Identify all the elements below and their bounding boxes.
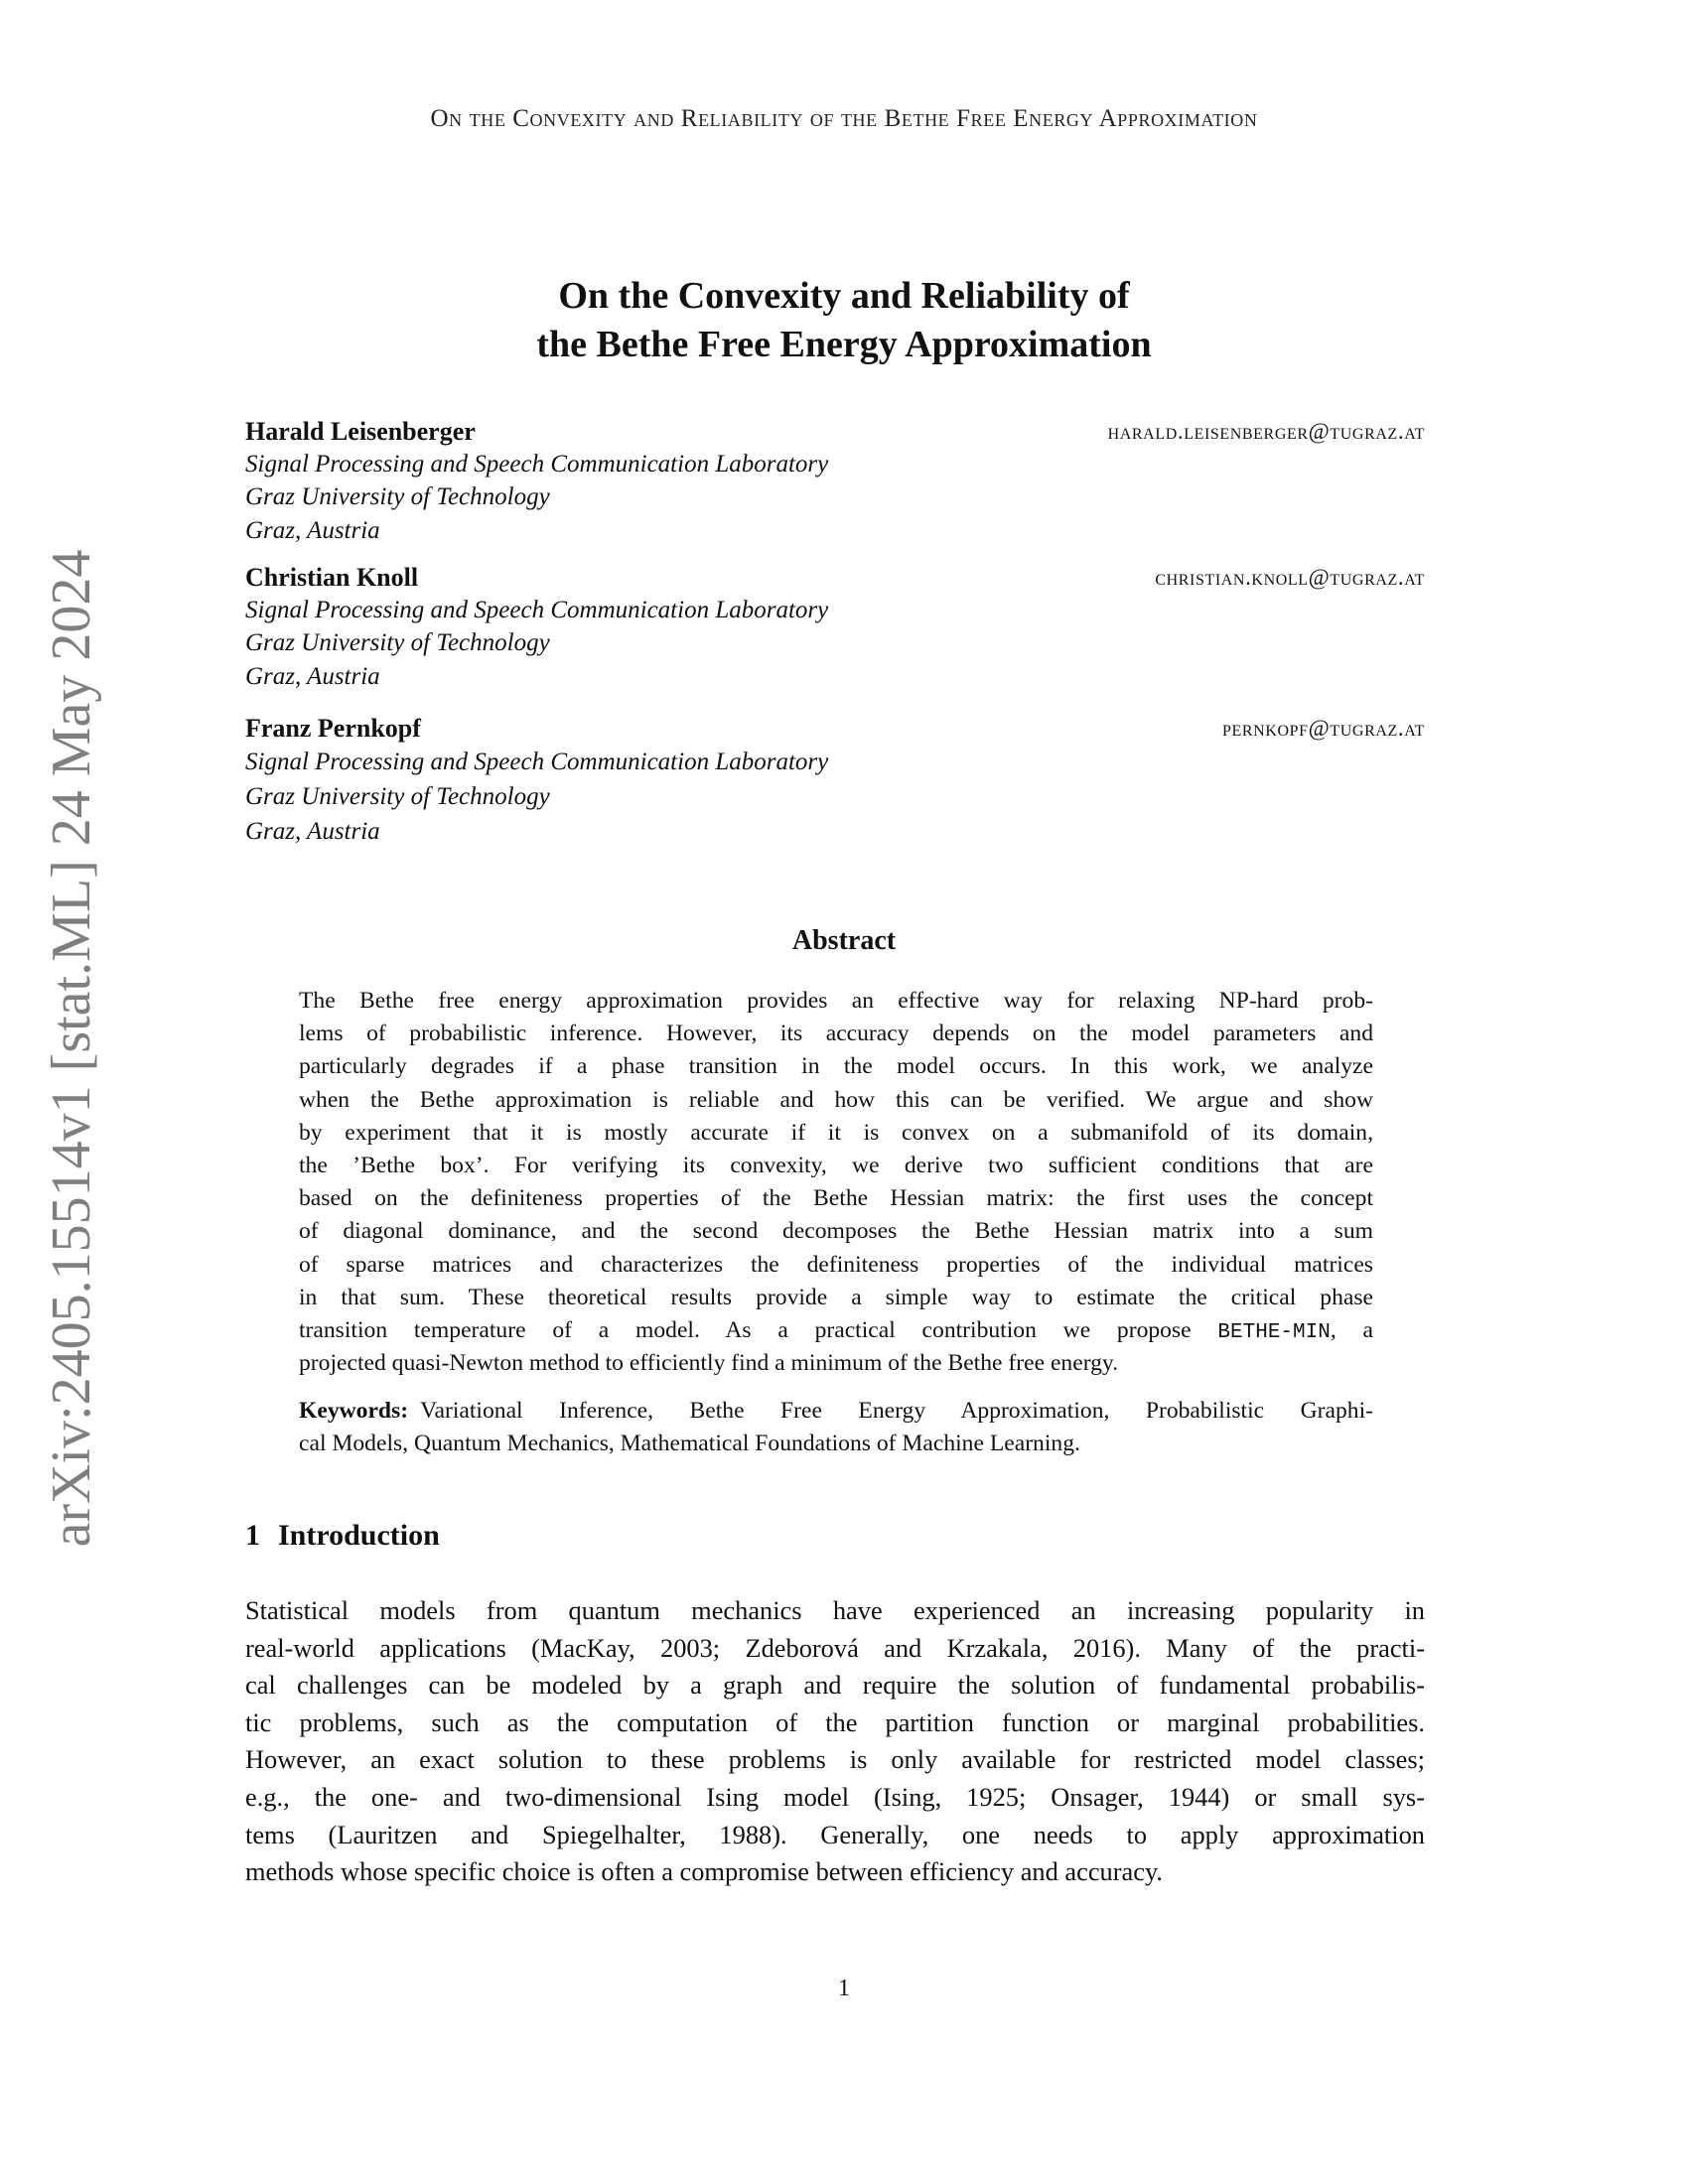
- page-number: 1: [838, 1976, 850, 2001]
- paper-title-line-2: the Bethe Free Energy Approximation: [536, 324, 1152, 365]
- section-number: 1: [245, 1519, 260, 1552]
- paragraph-line: real-world applications (MacKay, 2003; Zdeborová and Krzakala, 2016). Many of the practi-: [245, 1632, 1425, 1663]
- paper-title-line-1: On the Convexity and Reliability of: [558, 275, 1130, 317]
- paragraph-line: However, an exact solution to these problems is only available for restricted model classes;: [245, 1744, 1425, 1775]
- author-block-1: [245, 415, 1425, 547]
- author-affiliation-location: Graz, Austria: [245, 818, 380, 845]
- abstract-line: projected quasi-Newton method to efficiently find a minimum of the Bethe free energy.: [299, 1350, 1119, 1377]
- abstract-line: particularly degrades if a phase transition in the model occurs. In this work, we analyze: [299, 1053, 1373, 1080]
- method-name-bethe-min: BETHE-MIN: [1217, 1320, 1331, 1344]
- abstract-line: of sparse matrices and characterizes the definiteness properties of the individual matrices: [299, 1251, 1373, 1278]
- paragraph-line: tems (Lauritzen and Spiegelhalter, 1988). Generally, one needs to apply approximation: [245, 1819, 1425, 1849]
- section-heading-introduction: [245, 1519, 440, 1553]
- keywords-line: [299, 1395, 1373, 1428]
- paragraph-line: Statistical models from quantum mechanics have experienced an increasing popularity in: [245, 1595, 1425, 1625]
- arxiv-identifier-stamp: arXiv:2405.15514v1 [stat.ML] 24 May 2024: [41, 549, 102, 1548]
- paragraph-line: tic problems, such as the computation of the partition function or marginal probabilities.: [245, 1706, 1425, 1737]
- abstract-line: The Bethe free energy approximation provides an effective way for relaxing NP-hard prob-: [299, 988, 1373, 1014]
- author-name: Christian Knoll: [245, 563, 419, 592]
- author-affiliation-university: Graz University of Technology: [245, 629, 550, 657]
- abstract-line-text: , a: [1330, 1316, 1373, 1343]
- abstract-line-text: transition temperature of a model. As a practical contribution we propose: [299, 1316, 1192, 1343]
- author-block-2: [245, 561, 1425, 693]
- abstract-line: based on the definiteness properties of the Bethe Hessian matrix: the first uses the concept: [299, 1185, 1373, 1212]
- author-affiliation-lab: Signal Processing and Speech Communication Laboratory: [245, 597, 829, 623]
- author-affiliation-lab: Signal Processing and Speech Communication Laboratory: [245, 451, 829, 478]
- keywords-line: cal Models, Quantum Mechanics, Mathematical Foundations of Machine Learning.: [299, 1431, 1080, 1457]
- author-affiliation-university: Graz University of Technology: [245, 483, 550, 511]
- author-email[interactable]: harald.leisenberger@tugraz.at: [1107, 419, 1425, 444]
- author-affiliation-university: Graz University of Technology: [245, 783, 550, 810]
- abstract-heading: Abstract: [791, 925, 897, 956]
- author-name: Franz Pernkopf: [245, 714, 421, 743]
- paragraph-line: methods whose specific choice is often a compromise between efficiency and accuracy.: [245, 1856, 1164, 1887]
- keywords: [299, 1395, 1373, 1460]
- abstract-line: by experiment that it is mostly accurate if it is convex on a submanifold of its domain,: [299, 1119, 1373, 1146]
- paragraph-line: e.g., the one- and two-dimensional Ising model (Ising, 1925; Onsager, 1944) or small sys-: [245, 1781, 1425, 1812]
- author-block-3: [245, 712, 1425, 849]
- abstract-line: when the Bethe approximation is reliable and how this can be verified. We argue and show: [299, 1086, 1373, 1113]
- running-header: On the Convexity and Reliability of the Bethe Free Energy Approximation: [430, 105, 1258, 132]
- abstract-line: of diagonal dominance, and the second decomposes the Bethe Hessian matrix into a sum: [299, 1218, 1373, 1245]
- section-title: Introduction: [278, 1519, 440, 1552]
- keywords-label: Keywords:: [299, 1398, 409, 1424]
- introduction-paragraph: [245, 1592, 1425, 1891]
- abstract-body: [299, 985, 1373, 1380]
- paragraph-line: cal challenges can be modeled by a graph and require the solution of fundamental probabilis-: [245, 1670, 1425, 1701]
- author-name: Harald Leisenberger: [245, 417, 476, 446]
- author-affiliation-location: Graz, Austria: [245, 662, 380, 690]
- author-email[interactable]: pernkopf@tugraz.at: [1222, 716, 1425, 741]
- keywords-text: Variational Inference, Bethe Free Energy Approximation, Probabilistic Graphi-: [420, 1398, 1373, 1424]
- author-affiliation-location: Graz, Austria: [245, 516, 380, 544]
- author-email[interactable]: christian.knoll@tugraz.at: [1155, 565, 1425, 590]
- abstract-line: [299, 1314, 1373, 1347]
- author-affiliation-lab: Signal Processing and Speech Communication Laboratory: [245, 749, 829, 775]
- abstract-line: in that sum. These theoretical results provide a simple way to estimate the critical phase: [299, 1284, 1373, 1310]
- abstract-line: lems of probabilistic inference. However, its accuracy depends on the model parameters and: [299, 1021, 1373, 1047]
- abstract-line: the ’Bethe box’. For verifying its convexity, we derive two sufficient conditions that are: [299, 1152, 1373, 1178]
